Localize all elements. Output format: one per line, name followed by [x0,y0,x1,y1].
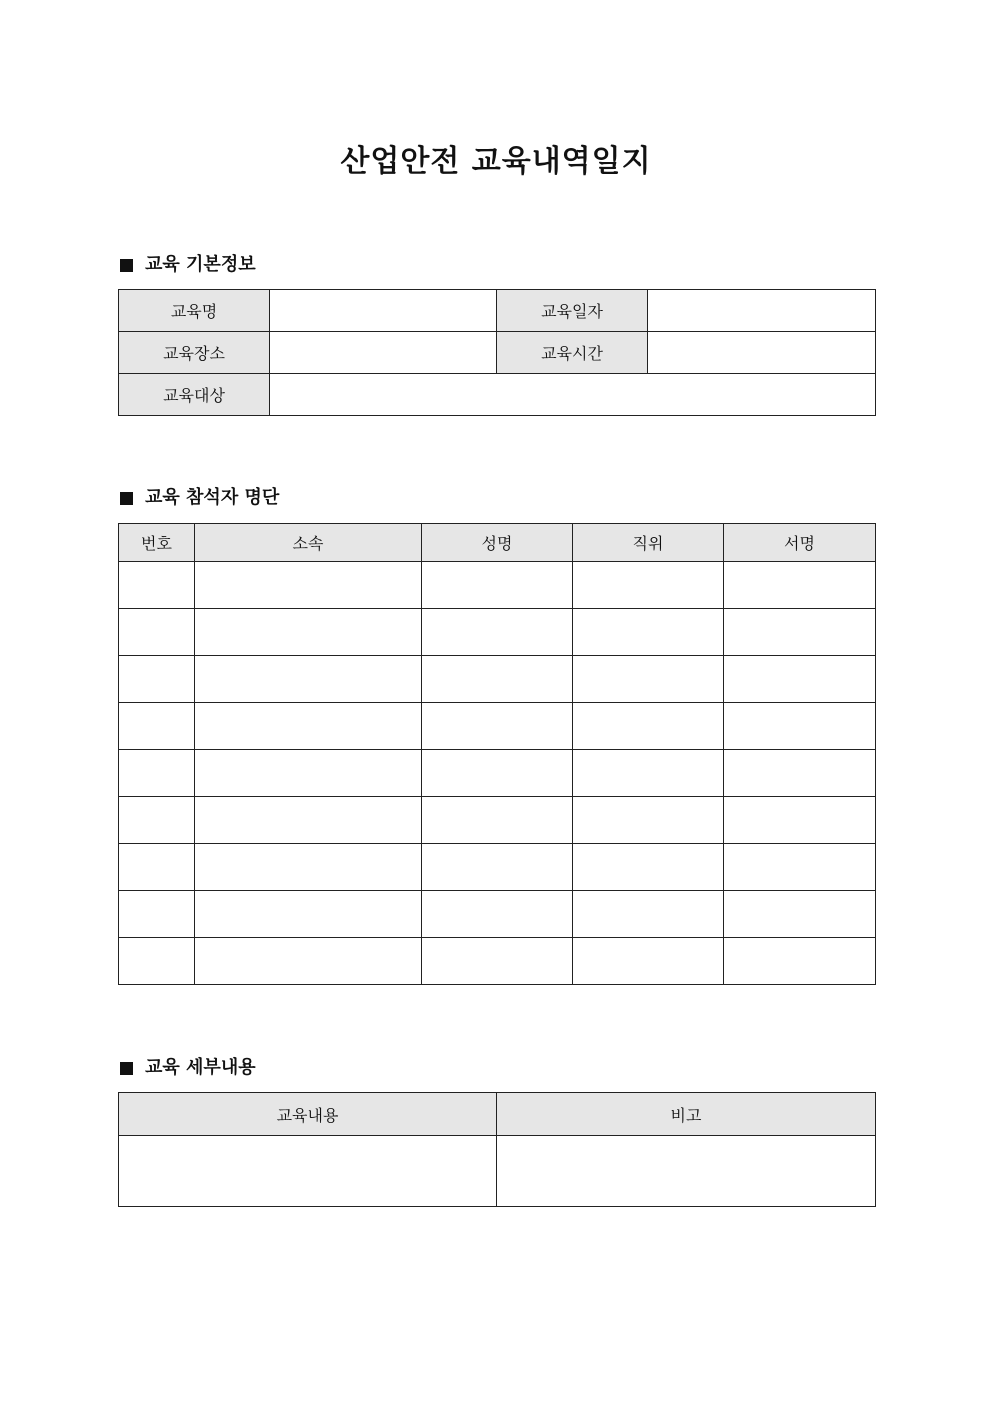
position-cell[interactable] [573,797,724,844]
name-cell[interactable] [422,703,573,750]
name-cell[interactable] [422,656,573,703]
affiliation-cell[interactable] [195,750,422,797]
signature-cell[interactable] [724,703,876,750]
name-cell[interactable] [422,562,573,609]
education-time-field[interactable] [648,332,876,374]
number-cell[interactable] [119,844,195,891]
education-target-field[interactable] [270,374,876,416]
affiliation-cell[interactable] [195,891,422,938]
column-header-affiliation: 소속 [195,524,422,562]
column-header-name: 성명 [422,524,573,562]
attendees-table [118,523,876,985]
education-time-label: 교육시간 [497,332,648,374]
position-cell[interactable] [573,562,724,609]
section-heading-label: 교육 참석자 명단 [145,487,280,508]
name-cell[interactable] [422,797,573,844]
section-heading-label: 교육 세부내용 [145,1057,256,1078]
column-header-number: 번호 [119,524,195,562]
section-heading-basic-info [120,253,256,277]
square-bullet-icon [120,1062,133,1075]
position-cell[interactable] [573,750,724,797]
table-row [119,332,876,374]
signature-cell[interactable] [724,844,876,891]
affiliation-cell[interactable] [195,703,422,750]
number-cell[interactable] [119,703,195,750]
remarks-cell[interactable] [497,1136,876,1207]
name-cell[interactable] [422,609,573,656]
table-row [119,656,876,703]
signature-cell[interactable] [724,750,876,797]
number-cell[interactable] [119,938,195,985]
signature-cell[interactable] [724,562,876,609]
column-header-signature: 서명 [724,524,876,562]
education-name-label: 교육명 [119,290,270,332]
signature-cell[interactable] [724,656,876,703]
education-date-field[interactable] [648,290,876,332]
table-row [119,609,876,656]
name-cell[interactable] [422,891,573,938]
signature-cell[interactable] [724,938,876,985]
signature-cell[interactable] [724,797,876,844]
square-bullet-icon [120,492,133,505]
signature-cell[interactable] [724,891,876,938]
table-row [119,1136,876,1207]
basic-info-table [118,289,876,416]
signature-cell[interactable] [724,609,876,656]
position-cell[interactable] [573,703,724,750]
column-header-position: 직위 [573,524,724,562]
number-cell[interactable] [119,656,195,703]
table-row [119,891,876,938]
affiliation-cell[interactable] [195,938,422,985]
number-cell[interactable] [119,797,195,844]
number-cell[interactable] [119,891,195,938]
table-row [119,797,876,844]
table-row [119,703,876,750]
affiliation-cell[interactable] [195,844,422,891]
table-row [119,374,876,416]
table-row [119,290,876,332]
table-header-row [119,524,876,562]
section-heading-attendees [120,486,279,510]
table-row [119,938,876,985]
position-cell[interactable] [573,938,724,985]
position-cell[interactable] [573,609,724,656]
education-place-field[interactable] [270,332,497,374]
table-row [119,750,876,797]
education-target-label: 교육대상 [119,374,270,416]
education-place-label: 교육장소 [119,332,270,374]
number-cell[interactable] [119,609,195,656]
education-date-label: 교육일자 [497,290,648,332]
column-header-content: 교육내용 [119,1093,497,1136]
affiliation-cell[interactable] [195,562,422,609]
affiliation-cell[interactable] [195,656,422,703]
affiliation-cell[interactable] [195,609,422,656]
number-cell[interactable] [119,750,195,797]
column-header-remarks: 비고 [497,1093,876,1136]
document-title: 산업안전 교육내역일지 [340,144,652,179]
position-cell[interactable] [573,891,724,938]
table-row [119,844,876,891]
name-cell[interactable] [422,750,573,797]
education-name-field[interactable] [270,290,497,332]
square-bullet-icon [120,259,133,272]
number-cell[interactable] [119,562,195,609]
affiliation-cell[interactable] [195,797,422,844]
name-cell[interactable] [422,844,573,891]
section-heading-details [120,1056,256,1080]
position-cell[interactable] [573,656,724,703]
table-header-row [119,1093,876,1136]
content-cell[interactable] [119,1136,497,1207]
section-heading-label: 교육 기본정보 [145,254,256,275]
table-row [119,562,876,609]
details-table [118,1092,876,1207]
position-cell[interactable] [573,844,724,891]
name-cell[interactable] [422,938,573,985]
